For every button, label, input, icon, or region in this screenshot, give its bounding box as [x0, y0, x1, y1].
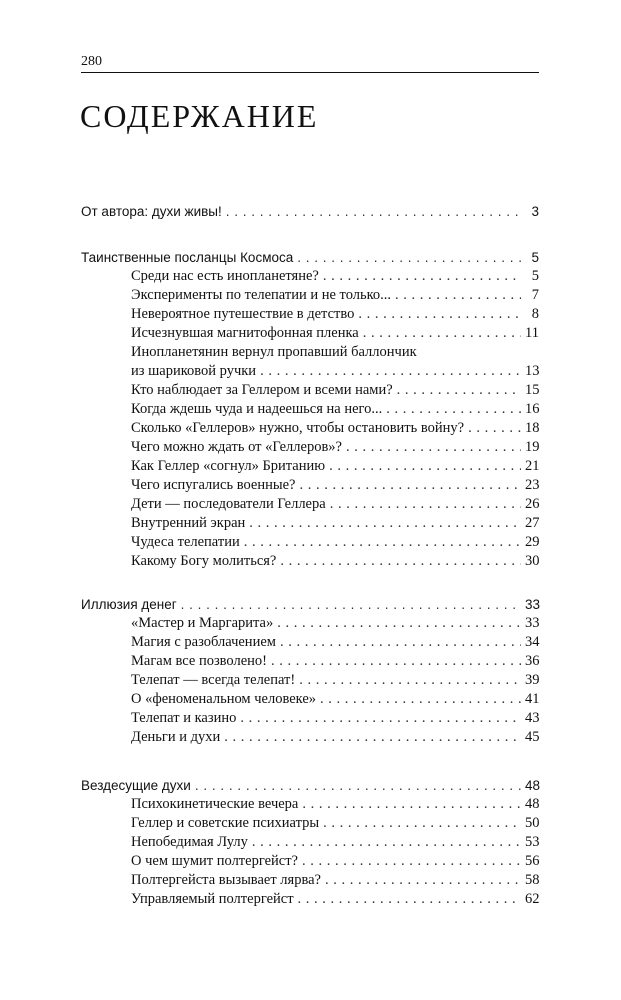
- dot-leader: [181, 595, 521, 614]
- dot-leader: [299, 671, 521, 690]
- toc-page-number: 33: [525, 597, 541, 612]
- toc-entry-title: Непобедимая Лулу: [131, 834, 248, 850]
- toc-entry-title: Внутренний экран: [131, 515, 246, 531]
- toc-page-number: 50: [525, 815, 540, 831]
- dot-leader: [298, 890, 521, 909]
- dot-leader: [280, 552, 521, 571]
- toc-page-number: 41: [525, 691, 540, 707]
- toc-entry-title: Среди нас есть инопланетяне?: [131, 268, 319, 284]
- toc-entry-title: Невероятное путешествие в детство: [131, 306, 355, 322]
- toc-entry-title: «Мастер и Маргарита»: [131, 615, 274, 631]
- toc-entry-title: Дети — последователи Геллера: [131, 496, 326, 512]
- toc-page-number: 5: [531, 268, 539, 284]
- toc-section-title: От автора: духи живы!: [81, 204, 222, 219]
- toc-page-number: 30: [525, 553, 540, 569]
- dot-leader: [280, 633, 521, 652]
- dot-leader: [240, 709, 521, 728]
- toc-section: [81, 776, 539, 909]
- dot-leader: [224, 728, 521, 747]
- toc-entry[interactable]: [81, 795, 539, 814]
- toc-entry-title: Деньги и духи: [131, 729, 221, 745]
- toc-page-number: 43: [525, 710, 540, 726]
- dot-leader: [358, 305, 521, 324]
- toc-section-title: Таинственные посланцы Космоса: [81, 250, 294, 265]
- toc-page-number: 56: [525, 853, 540, 869]
- toc-entry[interactable]: [81, 552, 539, 571]
- toc-page-number: 48: [525, 778, 541, 793]
- toc-page-number: 39: [525, 672, 540, 688]
- toc-entry[interactable]: [81, 305, 539, 324]
- dot-leader: [302, 795, 521, 814]
- dot-leader: [346, 438, 521, 457]
- dot-leader: [325, 871, 521, 890]
- toc-entry-title: Исчезнувшая магнитофонная пленка: [131, 325, 359, 341]
- toc-page-number: 36: [525, 653, 540, 669]
- dot-leader: [386, 400, 521, 419]
- toc-page-number: 26: [525, 496, 540, 512]
- toc-page-number: 18: [525, 420, 540, 436]
- dot-leader: [244, 533, 521, 552]
- dot-leader: [302, 852, 521, 871]
- toc-entry[interactable]: [81, 728, 539, 747]
- toc-entry-title: Кто наблюдает за Геллером и всеми нами?: [131, 382, 393, 398]
- toc-section: [81, 202, 539, 221]
- dot-leader: [195, 776, 521, 795]
- toc-page-number: 48: [525, 796, 540, 812]
- toc-page-number: 3: [531, 204, 539, 219]
- toc-page-number: 21: [525, 458, 540, 474]
- toc-page-number: 19: [525, 439, 540, 455]
- toc-entry-title: Эксперименты по телепатии и не только...: [131, 287, 392, 303]
- toc-entry[interactable]: [81, 495, 539, 514]
- toc-entry[interactable]: [81, 533, 539, 552]
- toc-entry[interactable]: [81, 438, 539, 457]
- toc-entry[interactable]: [81, 709, 539, 728]
- toc-entry-title: О «феноменальном человеке»: [131, 691, 317, 707]
- toc-entry-title: Чего можно ждать от «Геллеров»?: [131, 439, 342, 455]
- toc-page-number: 58: [525, 872, 540, 888]
- toc-entry[interactable]: [81, 652, 539, 671]
- toc-entry-title: Чего испугались военные?: [131, 477, 296, 493]
- toc-entry[interactable]: [81, 457, 539, 476]
- toc-page-number: 8: [531, 306, 539, 322]
- toc-page-number: 5: [531, 250, 539, 265]
- toc-section-heading[interactable]: [81, 202, 539, 221]
- toc-section: [81, 248, 539, 571]
- toc-entry[interactable]: [81, 671, 539, 690]
- dot-leader: [323, 814, 521, 833]
- page-title: СОДЕРЖАНИЕ: [80, 98, 319, 134]
- toc-page-number: 15: [525, 382, 540, 398]
- dot-leader: [323, 267, 521, 286]
- toc-page-number: 27: [525, 515, 540, 531]
- toc-page-number: 29: [525, 534, 540, 550]
- dot-leader: [363, 324, 521, 343]
- toc-entry-title: Какому Богу молиться?: [131, 553, 277, 569]
- toc-entry[interactable]: [81, 833, 539, 852]
- toc-entry-title: Полтергейста вызывает лярва?: [131, 872, 321, 888]
- dot-leader: [249, 514, 521, 533]
- toc-section-heading[interactable]: [81, 248, 539, 267]
- toc-entry-title: Управляемый полтергейст: [131, 891, 294, 907]
- toc-page-number: 62: [525, 891, 540, 907]
- dot-leader: [277, 614, 521, 633]
- dot-leader: [330, 495, 521, 514]
- toc-page-number: 34: [525, 634, 540, 650]
- toc-section-title: Вездесущие духи: [81, 778, 191, 793]
- toc-entry[interactable]: [81, 514, 539, 533]
- toc-section-title: Иллюзия денег: [81, 597, 177, 612]
- toc-page-number: 23: [525, 477, 540, 493]
- toc-page-number: 13: [525, 363, 540, 379]
- toc-entry-title: Когда ждешь чуда и надеешься на него...: [131, 401, 383, 417]
- toc-entry[interactable]: [81, 690, 539, 709]
- dot-leader: [468, 419, 521, 438]
- toc-page-number: 16: [525, 401, 540, 417]
- toc-section-heading[interactable]: [81, 595, 539, 614]
- toc-entry[interactable]: [81, 286, 539, 305]
- page-number: 280: [81, 54, 102, 69]
- dot-leader: [320, 690, 521, 709]
- toc-entry[interactable]: [81, 890, 539, 909]
- toc-entry-title-line2: из шариковой ручки: [131, 363, 257, 379]
- toc-entry-title: Телепат — всегда телепат!: [131, 672, 296, 688]
- toc-entry[interactable]: [81, 871, 539, 890]
- toc-entry[interactable]: [81, 362, 539, 381]
- toc-entry[interactable]: [81, 633, 539, 652]
- toc-entry[interactable]: [81, 400, 539, 419]
- dot-leader: [397, 381, 521, 400]
- toc-section: [81, 595, 539, 747]
- toc-page-number: 53: [525, 834, 540, 850]
- toc-entry-title-line1[interactable]: Инопланетянин вернул пропавший баллончик: [131, 344, 417, 360]
- toc-entry-title: Как Геллер «согнул» Британию: [131, 458, 326, 474]
- toc-page-number: 7: [531, 287, 539, 303]
- dot-leader: [297, 248, 521, 267]
- toc-entry-title: Магия с разоблачением: [131, 634, 276, 650]
- toc-entry[interactable]: [81, 814, 539, 833]
- toc-entry-title: Телепат и казино: [131, 710, 237, 726]
- toc-entry-title: Геллер и советские психиатры: [131, 815, 320, 831]
- dot-leader: [252, 833, 521, 852]
- toc-entry[interactable]: [81, 476, 539, 495]
- toc-section-heading[interactable]: [81, 776, 539, 795]
- toc-page-number: 11: [525, 325, 539, 341]
- toc-entry[interactable]: [81, 324, 539, 343]
- toc-page-number: 33: [525, 615, 540, 631]
- toc-entry-title: О чем шумит полтергейст?: [131, 853, 298, 869]
- toc-entry-title: Сколько «Геллеров» нужно, чтобы остановить войну?: [131, 420, 465, 436]
- table-of-contents: [81, 202, 539, 909]
- dot-leader: [226, 202, 521, 221]
- dot-leader: [260, 362, 521, 381]
- toc-entry-title: Магам все позволено!: [131, 653, 268, 669]
- toc-entry-title: Чудеса телепатии: [131, 534, 240, 550]
- toc-entry[interactable]: [81, 852, 539, 871]
- toc-entry[interactable]: [81, 267, 539, 286]
- toc-entry[interactable]: [81, 614, 539, 633]
- header-rule: [81, 72, 539, 73]
- toc-entry[interactable]: [81, 419, 539, 438]
- dot-leader: [271, 652, 521, 671]
- toc-entry-title: Психокинетические вечера: [131, 796, 299, 812]
- toc-entry[interactable]: [81, 381, 539, 400]
- dot-leader: [329, 457, 521, 476]
- dot-leader: [395, 286, 521, 305]
- dot-leader: [299, 476, 521, 495]
- toc-page-number: 45: [525, 729, 540, 745]
